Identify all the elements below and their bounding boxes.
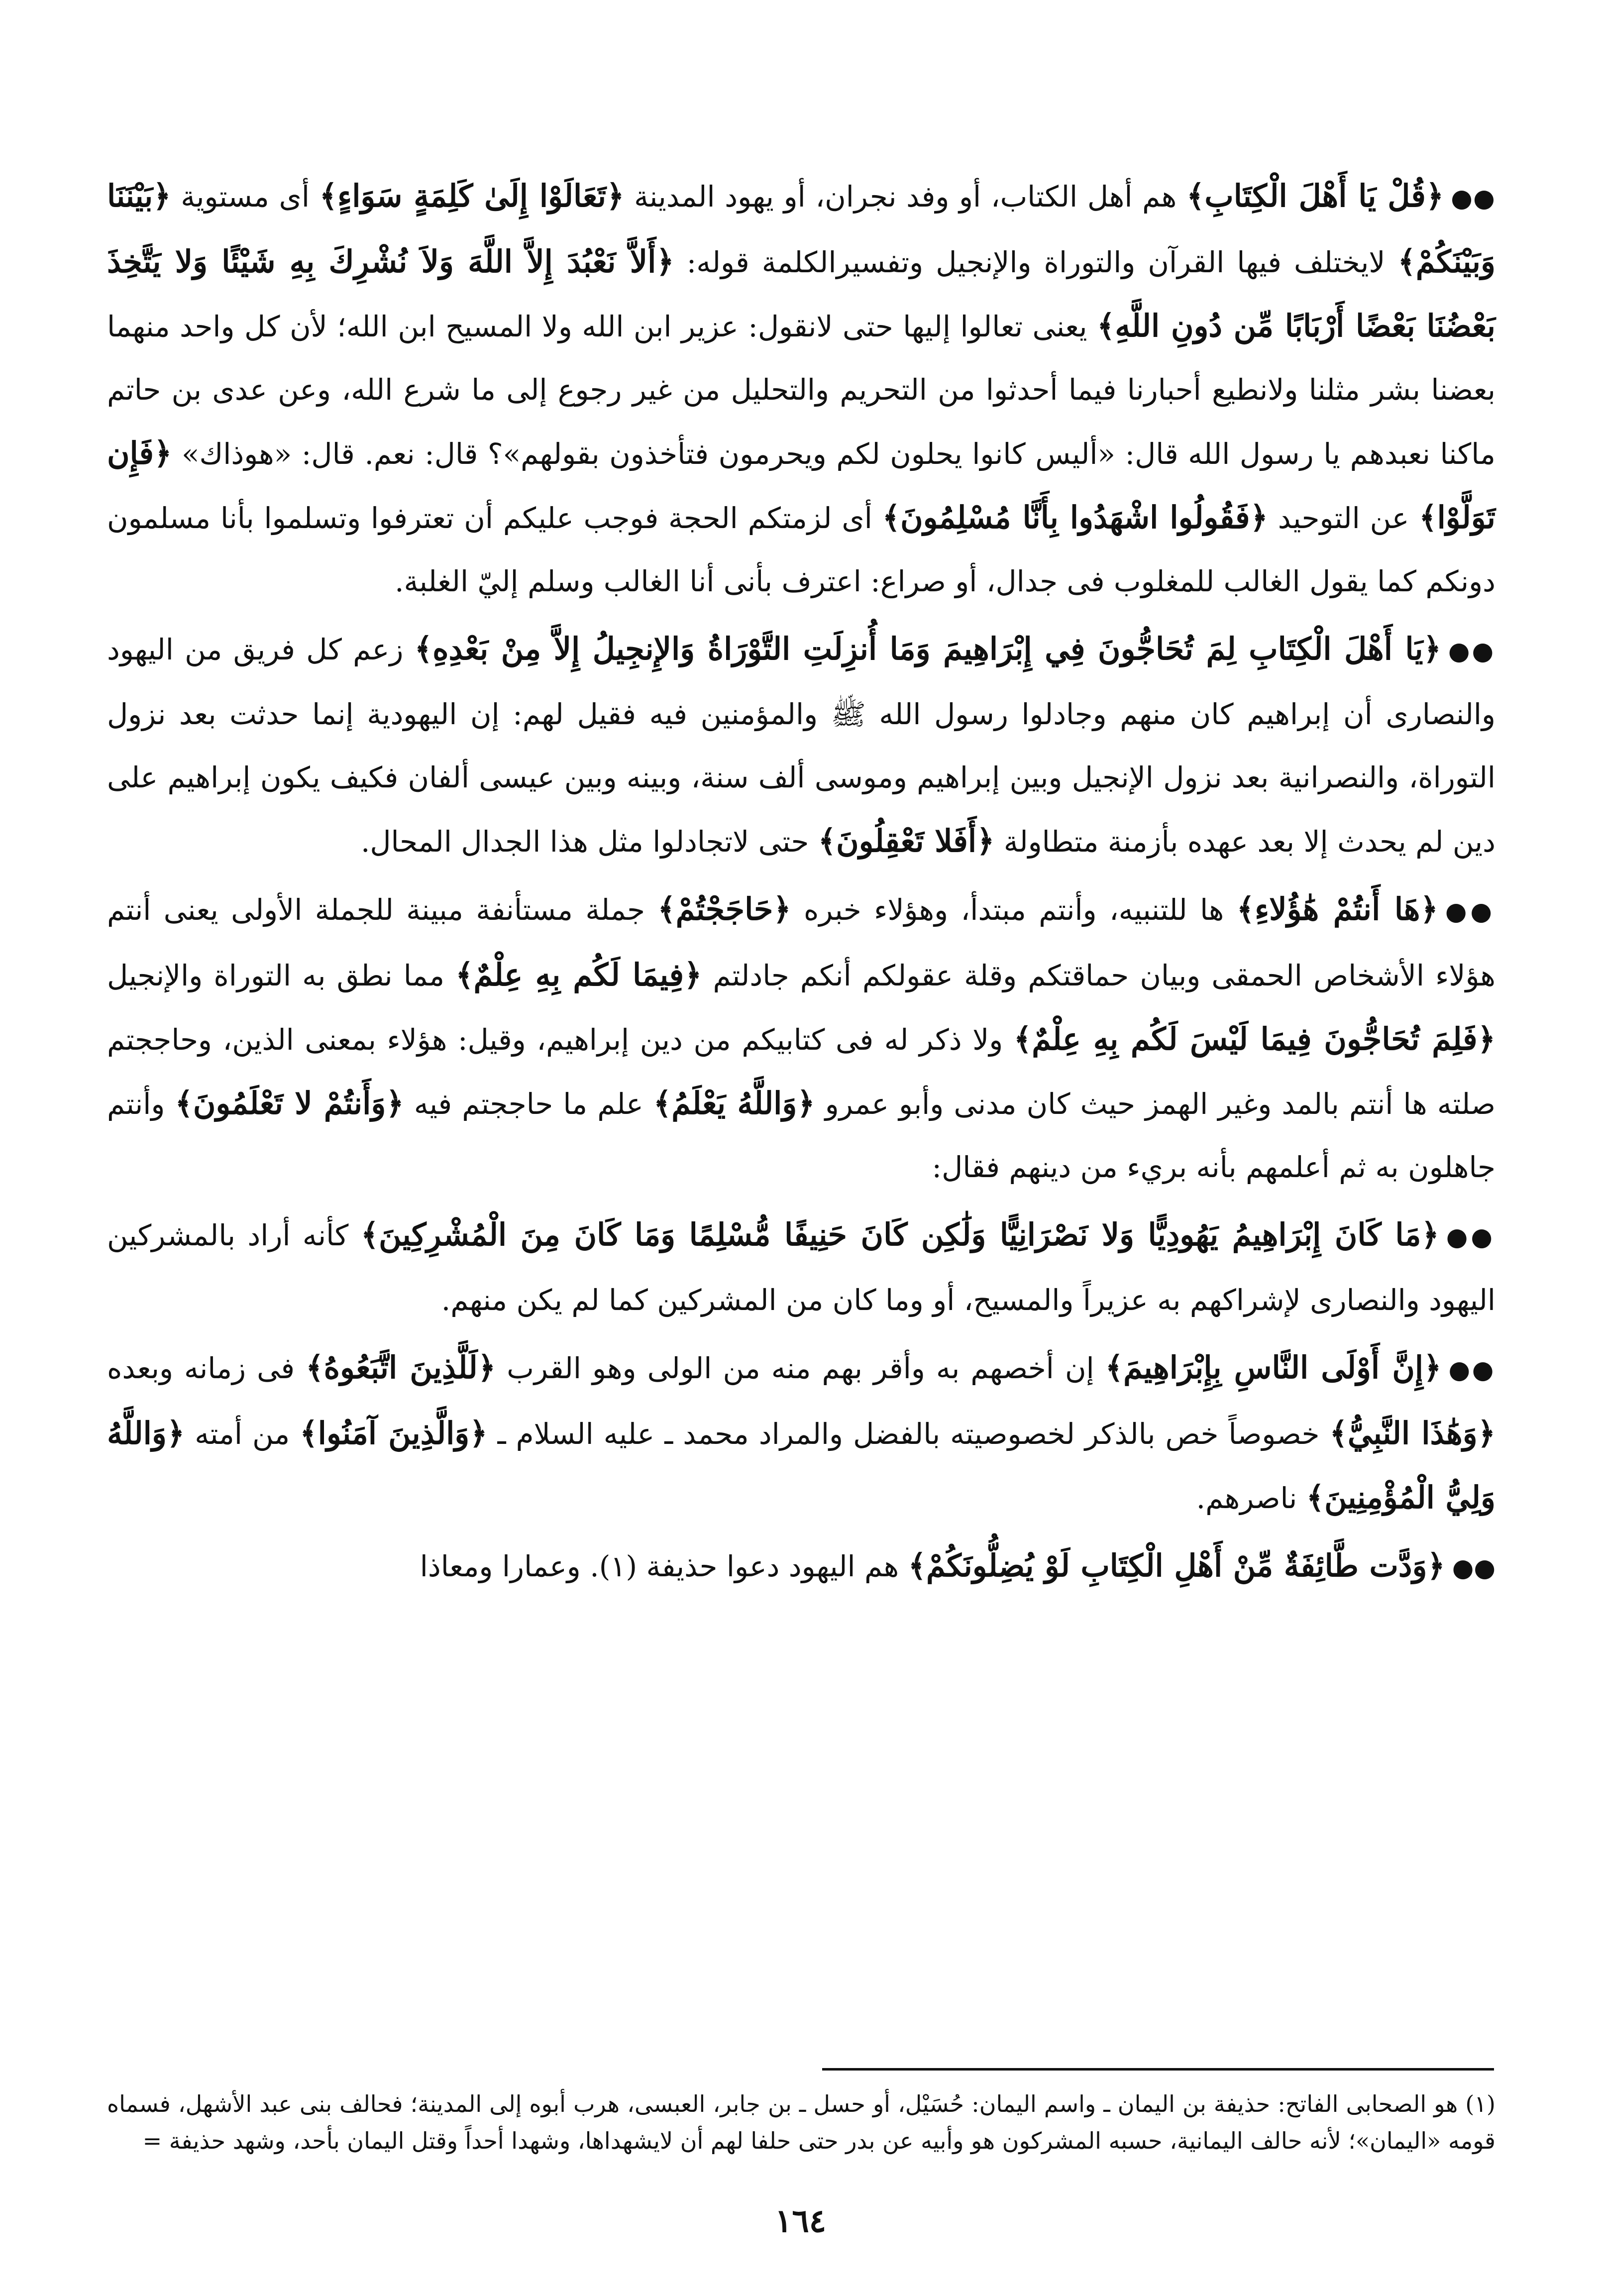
- commentary-text: لايختلف فيها القرآن والتوراة والإنجيل وتفسيرالكلمة قوله:: [674, 245, 1398, 279]
- quran-quote: ﴿ وَهَٰذَا النَّبِيُّ ﴾: [1330, 1415, 1495, 1451]
- quran-quote: ﴿ فَقُولُوا اشْهَدُوا بِأَنَّا مُسْلِمُونَ ﴾: [882, 499, 1268, 536]
- quran-quote: ﴿ فِيمَا لَكُم بِهِ عِلْمٌ ﴾: [455, 957, 702, 993]
- page-number: ١٦٤: [774, 2202, 827, 2240]
- footnote: (١) هو الصحابى الفاتح: حذيفة بن اليمان ـ واسم اليمان: حُسَيْل، أو حسل ـ بن جابر، العبسى، هرب أبوه إلى المدينة؛ فحالف بنى عبد الأشهل، فسماه قومه «اليمان»؛ لأنه حالف اليمانية، حسبه المشركون هو وأبيه عن بدر حتى حلفا لهم أن لايشهداها، وشهدا أحداً وقتل اليمان بأحد، وشهد حذيفة =: [107, 2090, 1495, 2154]
- commentary-text: كأنه أراد بالمشركين اليهود والنصارى لإشراكهم به عزيراً والمسيح، أو وما كان من المشركين كما لم يكن منهم.: [107, 1218, 1495, 1317]
- quran-quote: ﴿ بَيْنَنَا وَبَيْنَكُمْ ﴾: [107, 178, 1495, 280]
- commentary-text: خصوصاً خص بالذكر لخصوصيته بالفضل والمراد محمد ـ عليه السلام ـ: [487, 1417, 1330, 1451]
- quran-quote: ﴿ لَلَّذِينَ اتَّبَعُوهُ ﴾: [306, 1349, 496, 1386]
- commentary-text: زعم كل فريق من اليهود والنصارى أن إبراهيم كان منهم وجادلوا رسول الله ﷺ والمؤمنين فيه فقيل لهم: إن اليهودية إنما حدثت بعد نزول التوراة، والنصرانية بعد نزول الإنجيل وبين إبراهيم وموسى ألف سنة، وبينه وبين عيسى ألفان فكيف يكون إبراهيم على دين لم يحدث إلا بعد عهده بأزمنة متطاولة: [107, 633, 1495, 859]
- paragraph-5: [107, 1336, 1495, 1530]
- quran-quote: ﴿ أَلاَّ نَعْبُدَ إِلاَّ اللَّهَ وَلاَ نُشْرِكَ بِهِ شَيْئًا وَلا يَتَّخِذَ بَعْضُنَا بَعْضًا أَرْبَابًا مِّن دُونِ اللَّهِ ﴾: [107, 243, 1495, 344]
- paragraph-6: [107, 1534, 1495, 1600]
- quran-quote: ﴿ هَا أَنتُمْ هَٰؤُلاءِ ﴾: [1237, 891, 1438, 927]
- quran-quote: ﴿ وَاللَّهُ وَلِيُّ الْمُؤْمِنِينَ ﴾: [107, 1415, 1495, 1516]
- commentary-text: أى لزمتكم الحجة فوجب عليكم أن تعترفوا وتسلموا بأنا مسلمون دونكم كما يقول الغالب للمغلوب فى جدال، أو صراع: اعترف بأنى أنا الغالب وسلم إليّ الغلبة.: [107, 501, 1495, 598]
- paragraph-1: [107, 164, 1495, 613]
- paragraph-3: [107, 877, 1495, 1199]
- quran-quote: ﴿ مَا كَانَ إِبْرَاهِيمُ يَهُودِيًّا وَلا نَصْرَانِيًّا وَلَٰكِن كَانَ حَنِيفًا مُّسْلِمًا وَمَا كَانَ مِنَ الْمُشْرِكِينَ ﴾: [361, 1216, 1439, 1253]
- commentary-text: مما نطق به التوراة والإنجيل: [107, 959, 456, 992]
- quran-quote: ﴿ وَأَنتُمْ لا تَعْلَمُونَ ﴾: [175, 1085, 404, 1121]
- bullet-icon: ●●: [1445, 897, 1495, 926]
- commentary-text: عن التوحيد: [1268, 501, 1419, 535]
- bullet-icon: ●●: [1448, 637, 1495, 665]
- commentary-text: ناصرهم.: [1196, 1481, 1306, 1515]
- commentary-text: إن أخصهم به وأقر بهم منه من الولى وهو القرب: [496, 1351, 1105, 1385]
- paragraph-4: [107, 1203, 1495, 1332]
- quran-quote: ﴿ يَا أَهْلَ الْكِتَابِ لِمَ تُحَاجُّونَ فِي إِبْرَاهِيمَ وَمَا أُنزِلَتِ التَّوْرَاةُ وَالإِنجِيلُ إِلاَّ مِنْ بَعْدِهِ ﴾: [415, 631, 1441, 667]
- bullet-icon: ●●: [1448, 1355, 1495, 1384]
- commentary-text: هم أهل الكتاب، أو وفد نجران، أو يهود المدينة: [624, 180, 1187, 214]
- quran-quote: ﴿ وَاللَّهُ يَعْلَمُ ﴾: [653, 1085, 815, 1121]
- commentary-text: ولا ذكر له فى كتابيكم من دين إبراهيم، وقيل: هؤلاء بمعنى الذين، وحاججتم صلته ها أنتم بالمد وغير الهمز حيث كان مدنى وأبو عمرو: [107, 1023, 1495, 1121]
- commentary-text: علم ما حاججتم فيه: [404, 1087, 653, 1121]
- quran-quote: ﴿ فَلِمَ تُحَاجُّونَ فِيمَا لَيْسَ لَكُم بِهِ عِلْمٌ ﴾: [1014, 1021, 1495, 1057]
- quran-quote: ﴿ قُلْ يَا أَهْلَ الْكِتَابِ ﴾: [1186, 178, 1444, 214]
- commentary-text: وأنتم جاهلون به ثم أعلمهم بأنه بريء من دينهم فقال:: [107, 1087, 1495, 1184]
- commentary-text: فى زمانه وبعده: [107, 1351, 306, 1385]
- quran-quote: ﴿ فَإِن تَوَلَّوْا ﴾: [107, 435, 1495, 536]
- commentary-text: يعنى تعالوا إليها حتى لانقول: عزير ابن الله ولا المسيح ابن الله؛ لأن كل واحد منهما بعضنا بشر مثلنا ولانطيع أحبارنا فيما أحدثوا من التحريم والتحليل من غير رجوع إلى ما شرع الله، وعن عدى بن حاتم ماكنا نعبدهم يا رسول الله قال: «أليس كانوا يحلون لكم ويحرمون فتأخذون بقولهم»؟ قال: نعم. قال: «هوذاك»: [107, 310, 1495, 471]
- paragraph-2: [107, 617, 1495, 874]
- commentary-text: جملة مستأنفة مبينة للجملة الأولى يعنى أنتم هؤلاء الأشخاص الحمقى وبيان حماقتكم وقلة عقولكم أنكم جادلتم: [107, 893, 1496, 992]
- footnote-divider: [822, 2068, 1494, 2071]
- commentary-text: هم اليهود دعوا حذيفة (١). وعمارا ومعاذا: [420, 1549, 908, 1583]
- commentary-text: من أمته: [185, 1417, 300, 1451]
- quran-quote: ﴿ تَعَالَوْا إِلَىٰ كَلِمَةٍ سَوَاءٍ ﴾: [320, 178, 625, 214]
- quran-quote: ﴿ وَدَّت طَّائِفَةٌ مِّنْ أَهْلِ الْكِتَابِ لَوْ يُضِلُّونَكُمْ ﴾: [908, 1547, 1445, 1584]
- quran-quote: ﴿ وَالَّذِينَ آمَنُوا ﴾: [300, 1415, 487, 1451]
- commentary-text: ها للتنبيه، وأنتم مبتدأ، وهؤلاء خبره: [791, 893, 1237, 927]
- bullet-icon: ●●: [1446, 1222, 1495, 1251]
- bullet-icon: ●●: [1452, 1553, 1495, 1582]
- main-text: [107, 164, 1495, 1604]
- quran-quote: ﴿ إِنَّ أَوْلَى النَّاسِ بِإِبْرَاهِيمَ ﴾: [1105, 1349, 1442, 1386]
- quran-quote: ﴿ حَاجَجْتُمْ ﴾: [657, 891, 791, 927]
- quran-quote: ﴿ أَفَلا تَعْقِلُونَ ﴾: [818, 823, 995, 859]
- commentary-text: أى مستوية: [171, 180, 320, 214]
- bullet-icon: ●●: [1451, 184, 1495, 213]
- commentary-text: حتى لاتجادلوا مثل هذا الجدال المحال.: [360, 825, 818, 859]
